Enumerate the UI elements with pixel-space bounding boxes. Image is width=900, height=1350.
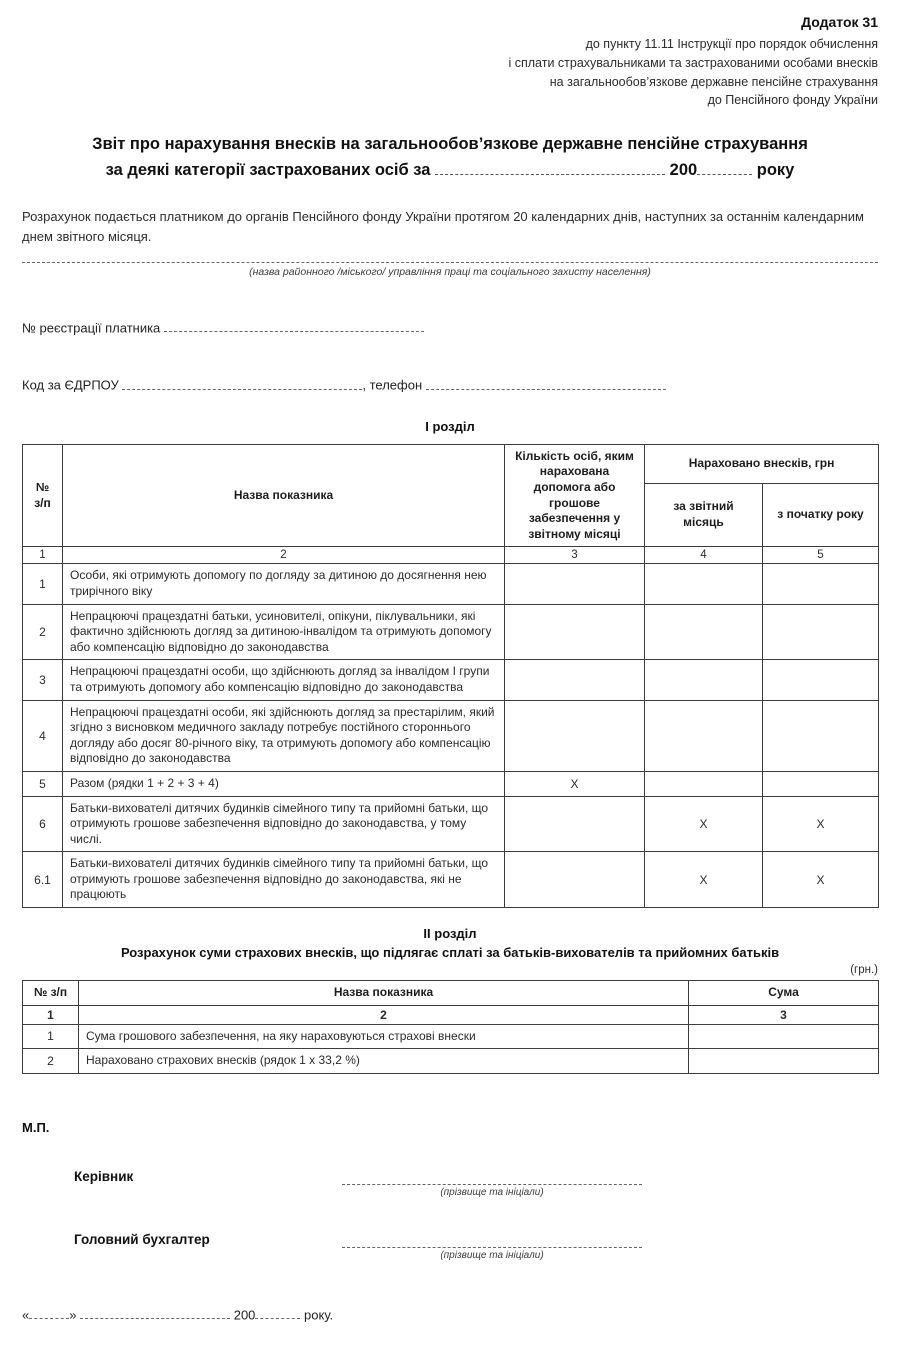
director-caption: (прізвище та ініціали) (440, 1186, 544, 1198)
org-line-caption: (назва районного /міського/ управління праці та соціального захисту населення) (249, 266, 651, 279)
footer-century: 200 (233, 1307, 256, 1323)
cell-count (505, 852, 645, 908)
quote-close: » (69, 1307, 77, 1323)
accountant-caption: (прізвище та ініціали) (440, 1249, 544, 1261)
table-row (23, 771, 879, 796)
cell-name: Нараховано страхових внесків (рядок 1 х 33,2 %) (79, 1049, 689, 1074)
blank-day-line (29, 1307, 69, 1319)
registration-label: № реєстрації платника (22, 320, 161, 336)
table-row (23, 1049, 879, 1074)
cell-ytd (763, 564, 879, 604)
table-row (23, 604, 879, 660)
col-header-month: за звітний місяць (645, 483, 763, 547)
cell-num: 4 (23, 700, 63, 771)
table-row (23, 660, 879, 700)
cell-num: 6 (23, 796, 63, 852)
cell-name: Непрацюючі працездатні особи, які здійснюють догляд за престарілим, який згідно з висновком медичного закладу потребує постійного стороннього догляду або досяг 80-річного віку, та отримують допомогу або компенсацію відповідно до законодавства (63, 700, 505, 771)
cell-sum (689, 1024, 879, 1049)
signature-row-accountant (22, 1232, 878, 1261)
cell-ytd: X (763, 852, 879, 908)
section2-table (22, 980, 879, 1074)
col-header-num: № з/п (23, 981, 79, 1006)
cell-count (505, 660, 645, 700)
header-row (23, 981, 879, 1006)
accountant-label: Головний бухгалтер (74, 1231, 210, 1247)
cell-month (645, 771, 763, 796)
col-number-2: 2 (63, 547, 505, 564)
cell-ytd (763, 660, 879, 700)
table-row (23, 852, 879, 908)
appendix-line-1: до пункту 11.11 Інструкції про порядок обчислення (585, 37, 878, 51)
col-header-num: № з/п (23, 444, 63, 547)
header-row-1 (23, 444, 879, 483)
appendix-number: Додаток 31 (801, 14, 878, 30)
section1-title: І розділ (425, 418, 475, 434)
accountant-signature-area (342, 1247, 642, 1261)
title-line-2-prefix: за деякі категорії застрахованих осіб за (105, 160, 431, 179)
stamp-label: М.П. (22, 1119, 50, 1135)
title-line-2-suffix: року (756, 160, 795, 179)
cell-num: 1 (23, 564, 63, 604)
appendix-line-3: на загальнообов’язкове державне пенсійне страхування (549, 74, 878, 89)
cell-name: Непрацюючі працездатні батьки, усиновителі, опікуни, піклувальники, які фактично здійснюють догляд за дитиною-інвалідом та отримують допомогу або компенсацію відповідно до законодавства (63, 604, 505, 660)
appendix-line-2: і сплати страхувальниками та застрахованими особами внесків (508, 55, 878, 70)
cell-ytd (763, 771, 879, 796)
section1-table (22, 444, 879, 908)
col-header-ytd: з початку року (763, 483, 879, 547)
col-number-2: 2 (79, 1005, 689, 1024)
intro-paragraph: Розрахунок подається платником до органів Пенсійного фонду України протягом 20 календарних днів, наступних за останнім календарним днем звітного місяця. (22, 209, 864, 244)
director-blank-line (342, 1184, 642, 1185)
cell-num: 2 (23, 604, 63, 660)
director-label: Керівник (74, 1168, 134, 1184)
col-number-3: 3 (689, 1005, 879, 1024)
cell-count (505, 604, 645, 660)
cell-month (645, 660, 763, 700)
title-line-1: Звіт про нарахування внесків на загальнообов’язкове державне пенсійне страхування (92, 135, 808, 153)
cell-num: 6.1 (23, 852, 63, 908)
cell-month (645, 564, 763, 604)
table-row (23, 796, 879, 852)
cell-name: Батьки-вихователі дитячих будинків сімейного типу та прийомні батьки, що отримують грошове забезпечення відповідно до законодавства, які не працюють (63, 852, 505, 908)
title-line-2 (22, 158, 878, 184)
phone-label: , телефон (362, 377, 423, 393)
table-row (23, 1024, 879, 1049)
blank-year-line (697, 159, 752, 175)
cell-count (505, 564, 645, 604)
section2-title: ІІ розділ (423, 926, 477, 942)
cell-name: Разом (рядки 1 + 2 + 3 + 4) (63, 771, 505, 796)
registration-row (22, 320, 878, 335)
column-number-row (23, 547, 879, 564)
cell-num: 1 (23, 1024, 79, 1049)
cell-count (505, 796, 645, 852)
edrpou-label: Код за ЄДРПОУ (22, 377, 119, 393)
table-row (23, 564, 879, 604)
footer-year-suffix: року. (304, 1307, 334, 1323)
cell-num: 2 (23, 1049, 79, 1074)
cell-month: X (645, 796, 763, 852)
cell-count: X (505, 771, 645, 796)
section2-subtitle: Розрахунок суми страхових внесків, що підлягає сплаті за батьків-вихователів та прийомних батьків (120, 945, 780, 961)
cell-month: X (645, 852, 763, 908)
document-title (22, 132, 878, 183)
col-header-sum: Сума (689, 981, 879, 1006)
col-number-3: 3 (505, 547, 645, 564)
appendix-block (22, 12, 878, 110)
col-number-1: 1 (23, 547, 63, 564)
col-header-name: Назва показника (63, 444, 505, 547)
title-century: 200 (669, 160, 698, 179)
cell-ytd: X (763, 796, 879, 852)
cell-ytd (763, 604, 879, 660)
col-header-count: Кількість осіб, яким нарахована допомога або грошове забезпечення у звітному місяці (505, 444, 645, 547)
appendix-line-4: до Пенсійного фонду України (707, 93, 878, 108)
blank-footer-year-line (255, 1307, 300, 1319)
org-blank-line (22, 262, 878, 263)
footer-date-row (22, 1307, 878, 1322)
accountant-blank-line (342, 1247, 642, 1248)
cell-num: 3 (23, 660, 63, 700)
table-row (23, 700, 879, 771)
quote-open: « (22, 1307, 30, 1323)
signature-row-director (22, 1169, 878, 1198)
cell-month (645, 604, 763, 660)
blank-month-line (80, 1307, 230, 1319)
cell-name: Батьки-вихователі дитячих будинків сімейного типу та прийомні батьки, що отримують грошове забезпечення відповідно до законодавства, у тому числі. (63, 796, 505, 852)
cell-sum (689, 1049, 879, 1074)
cell-name: Особи, які отримують допомогу по догляду за дитиною до досягнення нею трирічного віку (63, 564, 505, 604)
edrpou-row (22, 377, 878, 392)
cell-name: Непрацюючі працездатні особи, що здійснюють догляд за інвалідом І групи та отримують допомогу або компенсацію відповідно до законодавства (63, 660, 505, 700)
cell-num: 5 (23, 771, 63, 796)
cell-ytd (763, 700, 879, 771)
col-header-name: Назва показника (79, 981, 689, 1006)
unit-note: (грн.) (850, 964, 878, 977)
cell-count (505, 700, 645, 771)
col-number-4: 4 (645, 547, 763, 564)
phone-blank-line (426, 377, 666, 389)
cell-name: Сума грошового забезпечення, на яку нараховуються страхові внески (79, 1024, 689, 1049)
cell-month (645, 700, 763, 771)
director-signature-area (342, 1184, 642, 1198)
column-number-row (23, 1005, 879, 1024)
col-number-1: 1 (23, 1005, 79, 1024)
blank-period-line (435, 159, 665, 175)
col-header-accrued: Нараховано внесків, грн (645, 444, 879, 483)
registration-blank-line (164, 320, 424, 332)
col-number-5: 5 (763, 547, 879, 564)
edrpou-blank-line (122, 377, 362, 389)
